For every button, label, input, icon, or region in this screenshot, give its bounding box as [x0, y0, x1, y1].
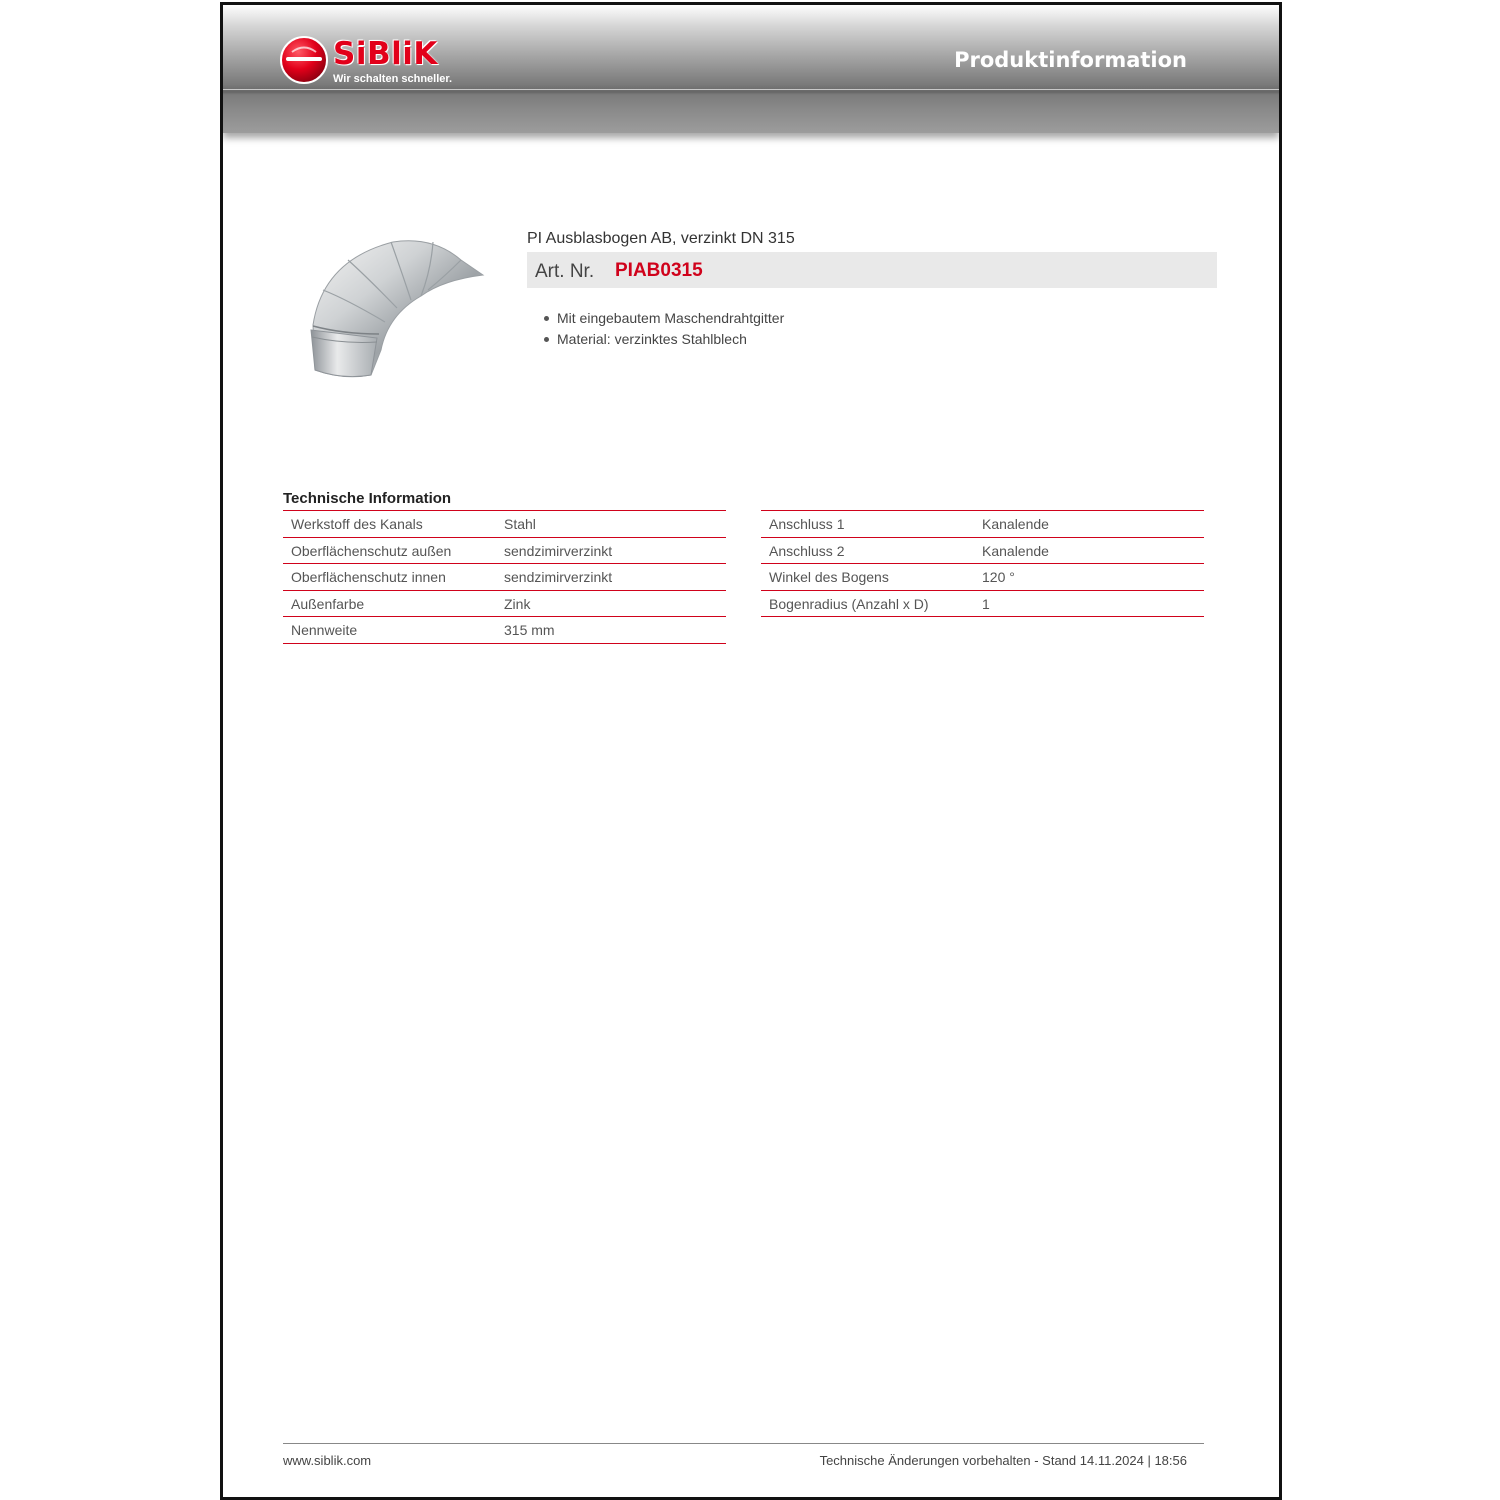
article-number-value: PIAB0315 — [615, 260, 703, 281]
pipe-elbow-image — [293, 230, 493, 390]
spec-value: 120 ° — [982, 569, 1015, 585]
spec-row — [283, 591, 726, 618]
spec-label: Werkstoff des Kanals — [291, 516, 423, 532]
spec-row — [283, 538, 726, 565]
spec-row — [761, 591, 1204, 618]
spec-value: Stahl — [504, 516, 536, 532]
logo-emblem-icon — [279, 35, 329, 85]
spec-label: Oberflächenschutz außen — [291, 542, 452, 559]
tech-info-heading: Technische Information — [283, 490, 452, 507]
brand-slogan: Wir schalten schneller. — [333, 73, 453, 85]
spec-label: Anschluss 2 — [769, 542, 845, 559]
spec-label: Winkel des Bogens — [769, 569, 889, 585]
brand-name: SiBliK — [333, 36, 438, 72]
spec-value: Kanalende — [982, 542, 1049, 559]
spec-value: Zink — [504, 595, 531, 612]
feature-item: Material: verzinktes Stahlblech — [557, 329, 784, 350]
siblik-logo — [279, 35, 489, 91]
footer-divider — [283, 1443, 1204, 1444]
spec-value: Kanalende — [982, 516, 1049, 532]
spec-row — [283, 617, 726, 644]
spec-table-right — [761, 510, 1204, 617]
spec-value: 1 — [982, 595, 990, 612]
spec-value: sendzimirverzinkt — [504, 542, 613, 559]
page-header — [223, 5, 1279, 133]
product-sheet — [220, 2, 1282, 1500]
spec-label: Anschluss 1 — [769, 516, 845, 532]
spec-row — [283, 511, 726, 538]
spec-value: sendzimirverzinkt — [504, 569, 613, 585]
article-number-label: Art. Nr. — [535, 261, 595, 282]
spec-row — [283, 564, 726, 591]
product-title: PI Ausblasbogen AB, verzinkt DN 315 — [527, 230, 795, 247]
spec-row — [761, 538, 1204, 565]
page-title: Produktinformation — [954, 48, 1187, 72]
spec-label: Außenfarbe — [291, 595, 365, 612]
spec-row — [761, 564, 1204, 591]
spec-value: 315 mm — [504, 622, 555, 638]
spec-label: Oberflächenschutz innen — [291, 569, 446, 585]
article-number-bar — [527, 252, 1217, 288]
feature-item: Mit eingebautem Maschendrahtgitter — [557, 308, 784, 329]
spec-label: Nennweite — [291, 622, 358, 638]
spec-label: Bogenradius (Anzahl x D) — [769, 595, 929, 612]
feature-list — [557, 308, 784, 350]
footer-website-link[interactable]: www.siblik.com — [283, 1453, 372, 1468]
spec-row — [761, 511, 1204, 538]
footer-note: Technische Änderungen vorbehalten - Stand 14.11.2024 | 18:56 — [819, 1453, 1187, 1468]
spec-table-left — [283, 510, 726, 644]
